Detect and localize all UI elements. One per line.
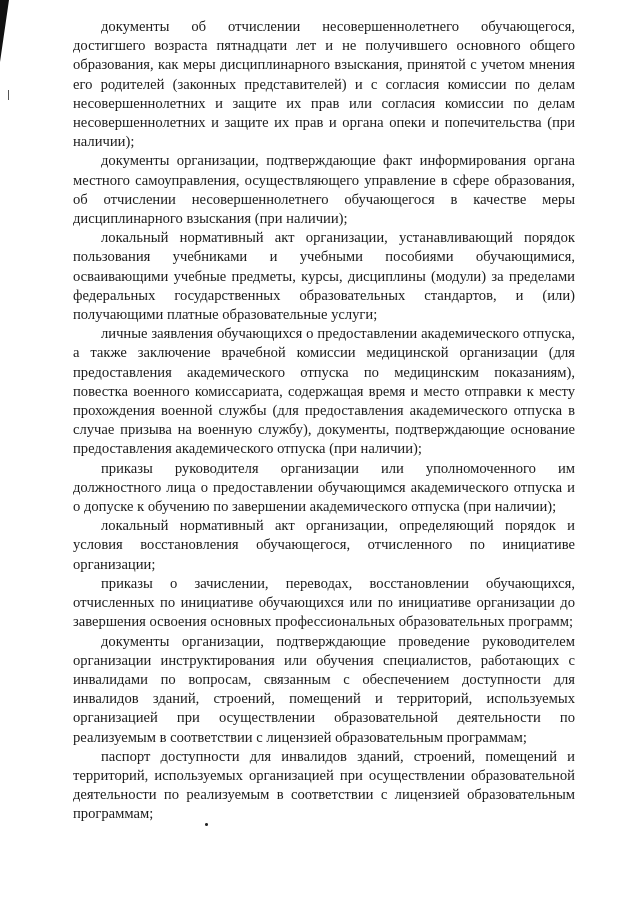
paragraph-accessibility-training: документы организации, подтверждающие проведение руководителем организации инструктирования или обучения специалистов, работающих с инвалидами по вопросам, связанным с обеспечением доступности для инвалидов зданий, строений, помещений и территорий, используемых организацией при осуществлении образовательной деятельности по реализуемым в соответствии с лицензией образовательным программам; (73, 633, 575, 746)
paragraph-enrollment-orders: приказы о зачислении, переводах, восстановлении обучающихся, отчисленных по инициативе обучающихся или по инициативе организации до завершения освоения основных профессиональных образовательных программ; (73, 575, 575, 631)
paragraph-textbook-usage-act: локальный нормативный акт организации, устанавливающий порядок пользования учебниками и учебными пособиями обучающимися, осваивающими учебные предметы, курсы, дисциплины (модули) за пределами федеральных государственных образовательных стандартов, и (или) получающими платные образовательные услуги; (73, 230, 575, 324)
paragraph-reinstatement-act: локальный нормативный акт организации, определяющий порядок и условия восстановления обучающегося, отчисленного по инициативе организации; (73, 518, 575, 573)
paragraph-informing-documents: документы организации, подтверждающие факт информирования органа местного самоуправления, осуществляющего управление в сфере образования, об отчислении несовершеннолетнего обучающегося в качестве меры дисциплинарного взыскания (при наличии); (73, 153, 575, 228)
paragraph-accessibility-passport: паспорт доступности для инвалидов зданий, строений, помещений и территорий, используемых организацией при осуществлении образовательной деятельности по реализуемым в соответствии с лицензией образовательным программам; (73, 748, 575, 823)
scan-edge-mark (0, 0, 9, 62)
paragraph-academic-leave-applications: личные заявления обучающихся о предоставлении академического отпуска, а также заключение врачебной комиссии медицинской организации (для предоставления академического отпуска по медицинским показаниям), повестка военного комиссариата, содержащая время и место отправки к месту прохождения военной службы (для предоставления академического отпуска в случае призыва на военную службу), документы, подтверждающие основание предоставления академического отпуска (при наличии); (73, 326, 575, 458)
paragraph-expulsion-documents: документы об отчислении несовершеннолетнего обучающегося, достигшего возраста пятнадцати лет и не получившего основного общего образования, как меры дисциплинарного взыскания, принятой с учетом мнения его родителей (законных представителей) и с согласия комиссии по делам несовершеннолетних и защите их прав или согласия комиссии по делам несовершеннолетних и защите их прав и органа опеки и попечительства (при наличии); (73, 19, 575, 151)
scan-margin-tick (8, 90, 9, 100)
scan-speck (205, 823, 208, 826)
paragraph-academic-leave-orders: приказы руководителя организации или уполномоченного им должностного лица о предоставлении обучающимся академического отпуска и о допуске к обучению по завершении академического отпуска (при наличии); (73, 460, 575, 516)
document-body (73, 18, 575, 825)
